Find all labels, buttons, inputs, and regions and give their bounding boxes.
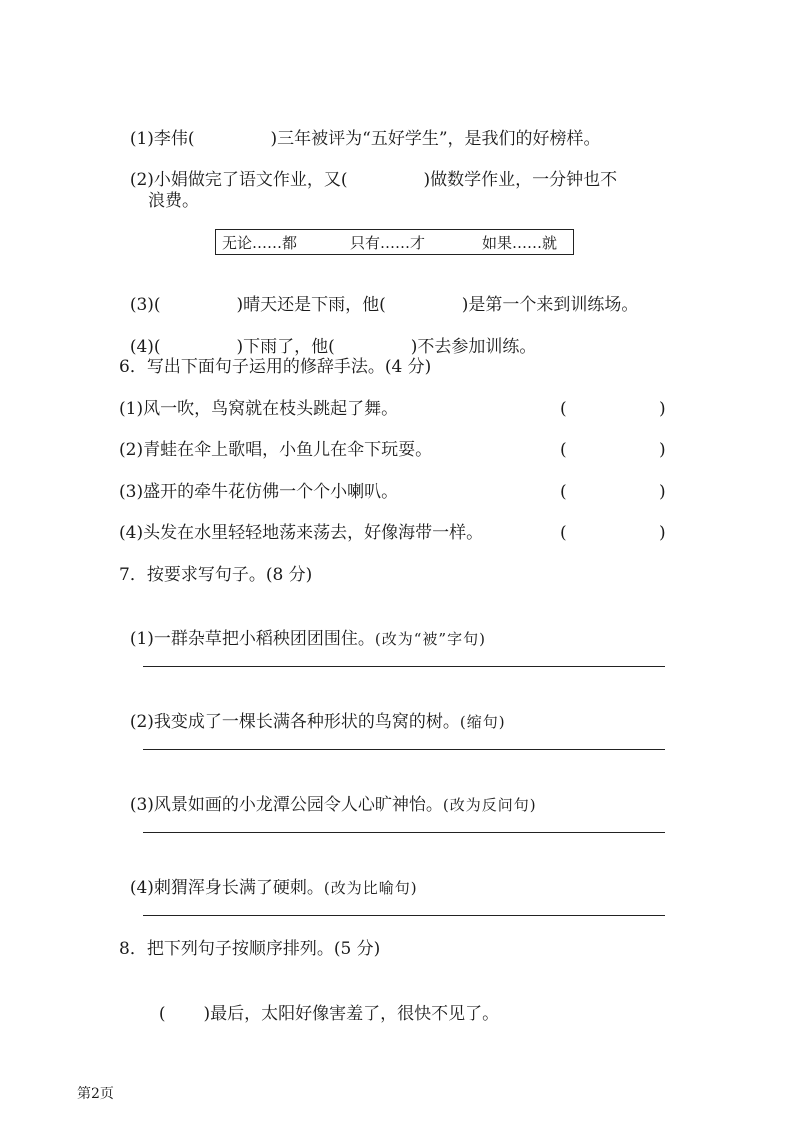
q7-item-3-text: (3)风景如画的小龙潭公园令人心旷神怡。 [129, 795, 443, 815]
q5-sentence-4 [119, 314, 536, 358]
q5-s3-text-c: )是第一个来到训练场。 [461, 295, 639, 315]
q7-item-2 [119, 689, 506, 733]
q7-answer-line-1[interactable] [143, 666, 665, 667]
q6-title: 6．写出下面句子运用的修辞手法。(4 分) [119, 357, 432, 377]
q5-sentence-1 [119, 106, 601, 150]
word-option-3: 如果……就 [482, 234, 558, 252]
q6-item-1: (1)风一吹，鸟窝就在枝头跳起了舞。 [119, 399, 399, 419]
q6-item-3: (3)盛开的牵牛花仿佛一个个小喇叭。 [119, 482, 399, 502]
q5-s3-text-a: (3)( [129, 295, 161, 315]
q7-item-1 [119, 606, 486, 650]
q8-item-1-text: )最后，太阳好像害羞了，很快不见了。 [203, 1004, 500, 1024]
page-number: 第2页 [77, 1086, 114, 1102]
word-option-1: 无论……都 [222, 234, 298, 252]
q6-answer-open-3[interactable]: ( [560, 482, 567, 502]
q8-item-1-open[interactable]: ( [158, 1004, 166, 1024]
q5-sentence-3 [119, 272, 638, 316]
q5-sentence-2 [119, 147, 617, 191]
q5-s2-text-b: )做数学作业，一分钟也不 [423, 170, 618, 190]
q6-answer-open-2[interactable]: ( [560, 440, 567, 460]
q7-item-2-text: (2)我变成了一棵长满各种形状的鸟窝的树。 [129, 712, 460, 732]
q6-answer-close-1: ) [659, 399, 666, 419]
q6-item-4: (4)头发在水里轻轻地荡来荡去，好像海带一样。 [119, 523, 484, 543]
q7-item-1-text: (1)一群杂草把小稻秧团团围住。 [129, 629, 375, 649]
q7-item-2-hint: (缩句) [459, 713, 506, 731]
q6-answer-close-2: ) [659, 440, 666, 460]
q5-s1-text-b: )三年被评为“五好学生”，是我们的好榜样。 [270, 129, 601, 149]
q6-answer-close-3: ) [659, 482, 666, 502]
q7-answer-line-4[interactable] [143, 915, 665, 916]
q7-item-4-text: (4)刺猬浑身长满了硬刺。 [129, 878, 324, 898]
q6-answer-open-1[interactable]: ( [560, 399, 567, 419]
q5-s2-text-a: (2)小娟做完了语文作业，又( [129, 170, 348, 190]
word-choice-box [215, 229, 574, 255]
q8-title: 8．把下列句子按顺序排列。(5 分) [119, 939, 381, 959]
q5-s3-text-b: )晴天还是下雨，他( [236, 295, 386, 315]
q7-answer-line-2[interactable] [143, 749, 665, 750]
q7-answer-line-3[interactable] [143, 832, 665, 833]
q8-item-1 [148, 981, 499, 1025]
q7-item-1-hint: (改为“被”字句) [374, 630, 486, 648]
q5-s1-text-a: (1)李伟( [129, 129, 195, 149]
q6-answer-open-4[interactable]: ( [560, 523, 567, 543]
q6-item-2: (2)青蛙在伞上歌唱，小鱼儿在伞下玩耍。 [119, 440, 433, 460]
q5-s4-text-c: )不去参加训练。 [410, 337, 537, 357]
word-option-2: 只有……才 [350, 234, 426, 252]
q5-s4-text-b: )下雨了，他( [236, 337, 335, 357]
q7-item-4 [119, 855, 418, 899]
q7-item-4-hint: (改为比喻句) [323, 879, 418, 897]
q7-item-3 [119, 772, 537, 816]
q5-s4-text-a: (4)( [129, 337, 161, 357]
q5-sentence-2-cont: 浪费。 [148, 191, 199, 211]
q7-title: 7．按要求写句子。(8 分) [119, 565, 313, 585]
q6-answer-close-4: ) [659, 523, 666, 543]
q7-item-3-hint: (改为反问句) [442, 796, 537, 814]
